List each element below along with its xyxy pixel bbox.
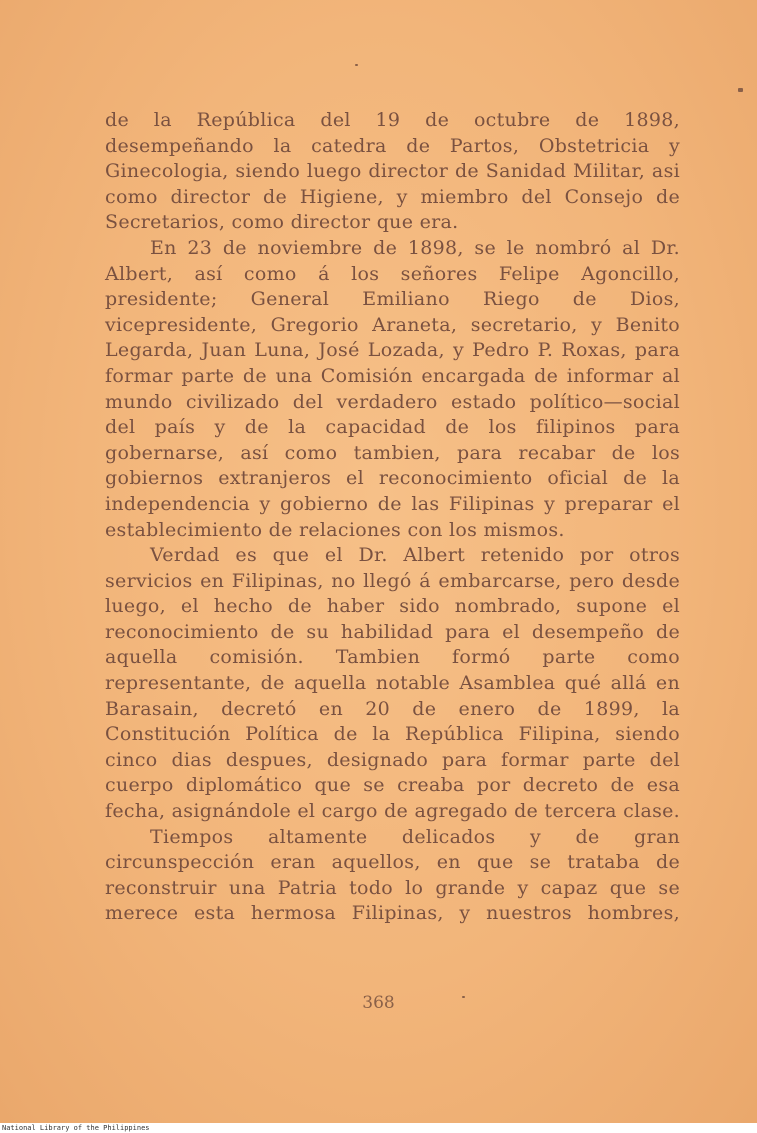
paragraph-3: Verdad es que el Dr. Albert retenido por otros servicios en Filipinas, no llegó á embarcarse, pero desde luego, el hecho de haber sido nombrado, supone el reconocimiento de su habilidad para el desempeño de aquella comisión. Tambien formó parte como representante, de aquella notable Asamblea qué allá en Barasain, decretó en 20 de enero de 1899, la Constitución Política de la República Filipina, siendo cinco dias despues, designado para formar parte del cuerpo diplomático que se creaba por decreto de esa fecha, asignándole el cargo de agregado de tercera clase. bbox=[105, 544, 681, 823]
page-number: 368 bbox=[362, 993, 395, 1013]
paper-speck bbox=[355, 64, 358, 66]
library-credit: National Library of the Philippines bbox=[0, 1124, 757, 1133]
paragraph-2: En 23 de noviembre de 1898, se le nombró al Dr. Albert, así como á los señores Felipe Agoncillo, presidente; General Emiliano Riego de Dios, vicepresidente, Gregorio Araneta, secretario, y Benito Legarda, Juan Luna, José Lozada, y Pedro P. Roxas, para formar parte de una Comisión encargada de informar al mundo civilizado del verdadero estado político—social del país y de la capacidad de los filipinos para gobernarse, así como tambien, para recabar de los gobiernos extranjeros el reconocimiento oficial de la independencia y gobierno de las Filipinas y preparar el establecimiento de relaciones con los mismos. bbox=[105, 236, 680, 541]
paragraph-4: Tiempos altamente delicados y de gran circunspección eran aquellos, en que se trataba de reconstruir una Patria todo lo grande y capaz que se merece esta hermosa Filipinas, y nuestros hombres, bbox=[105, 825, 680, 925]
paragraph-1: de la República del 19 de octubre de 1898, desempeñando la catedra de Partos, Obstetricia y Ginecologia, siendo luego director de Sanidad Militar, asi como director de Higiene, y miembro del Consejo de Secretarios, como director que era. bbox=[105, 109, 680, 234]
paper-speck bbox=[738, 88, 743, 92]
body-text bbox=[105, 108, 680, 927]
